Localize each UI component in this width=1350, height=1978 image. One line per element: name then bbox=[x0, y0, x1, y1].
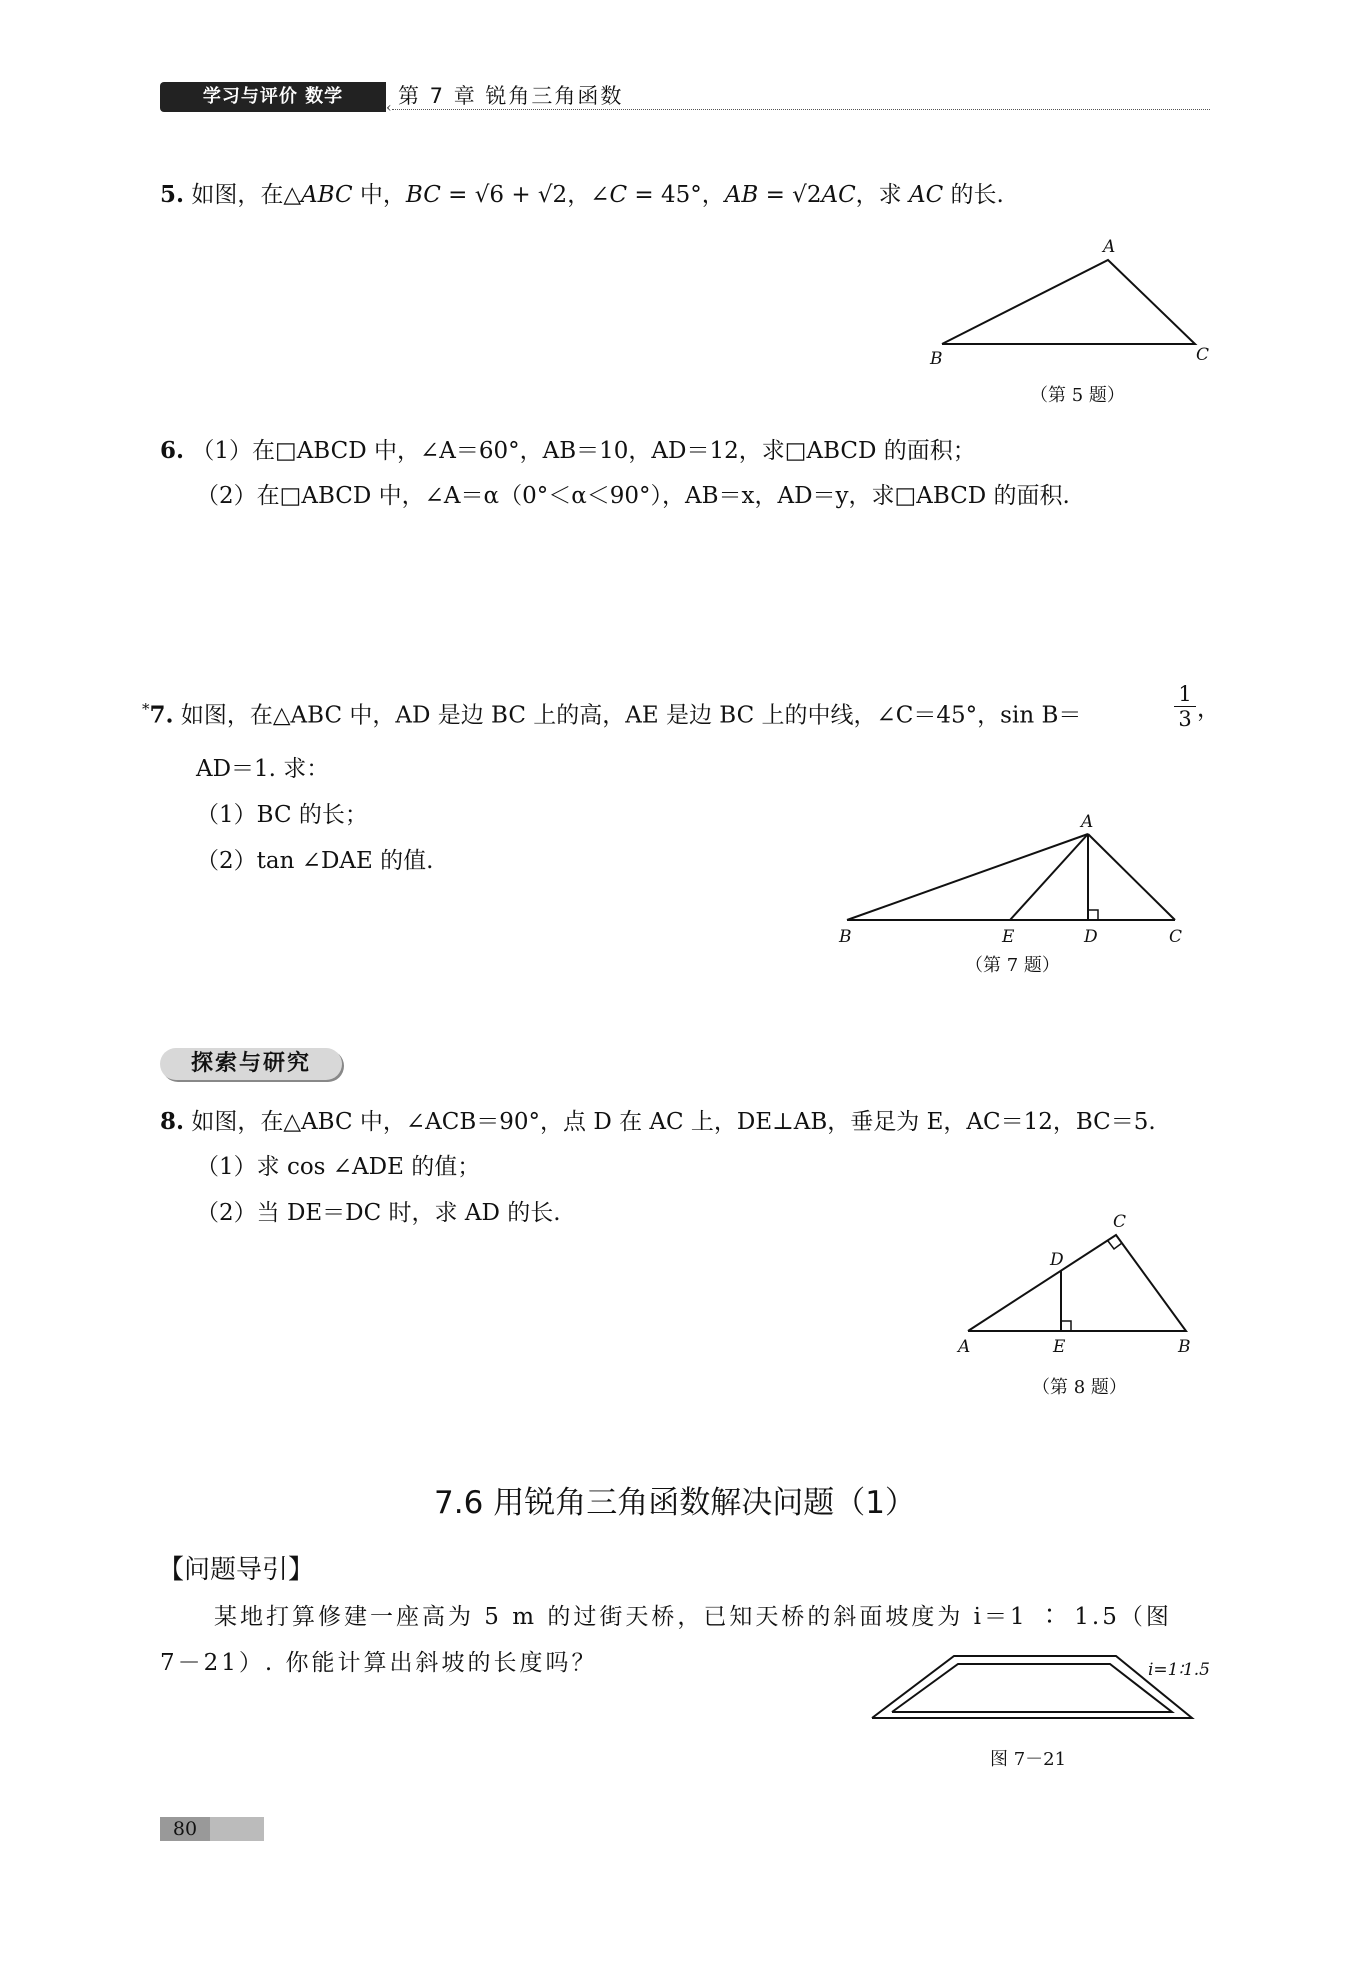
section-title: 7.6 用锐角三角函数解决问题（1） bbox=[434, 1485, 916, 1521]
fraction-one-third bbox=[1174, 682, 1196, 731]
fraction-denominator: 3 bbox=[1174, 706, 1196, 731]
page-number: 80 bbox=[160, 1817, 210, 1841]
q7-stem-tail: ， bbox=[1197, 696, 1220, 722]
label-e: E bbox=[1002, 927, 1015, 945]
q5-text: C bbox=[609, 182, 628, 208]
q5-text: AC bbox=[908, 182, 944, 208]
label-b: B bbox=[1178, 1337, 1191, 1357]
label-c: C bbox=[1196, 345, 1210, 365]
question-number: 5. bbox=[160, 181, 185, 208]
q5-text: 如图，在△ bbox=[191, 182, 302, 208]
question-8 bbox=[160, 1105, 1156, 1139]
book-title-badge: 学习与评价 数学 bbox=[160, 82, 386, 112]
page-number-block bbox=[160, 1817, 264, 1841]
q7-stem: 如图，在△ABC 中，AD 是边 BC 上的高，AE 是边 BC 上的中线，∠C＝45°，sin B＝ bbox=[180, 702, 1082, 729]
label-e: E bbox=[1053, 1337, 1066, 1357]
q7-part2: （2）tan ∠DAE 的值. bbox=[196, 848, 434, 874]
q5-text: AB bbox=[724, 182, 759, 208]
guide-heading: 【问题导引】 bbox=[158, 1555, 315, 1585]
q8-stem: 如图，在△ABC 中，∠ACB＝90°，点 D 在 AC 上，DE⊥AB，垂足为 E，AC＝12，BC＝5. bbox=[191, 1109, 1156, 1135]
fraction-numerator: 1 bbox=[1178, 682, 1192, 706]
guide-paragraph-line1: 某地打算修建一座高为 5 m 的过街天桥，已知天桥的斜面坡度为 i＝1 ∶ 1.5（图 bbox=[214, 1604, 1172, 1630]
q7-given: AD＝1. 求： bbox=[196, 756, 330, 782]
bridge-outer bbox=[872, 1656, 1192, 1718]
q5-text: BC bbox=[405, 182, 441, 208]
chapter-title: 第 7 章 锐角三角函数 bbox=[398, 84, 624, 108]
q5-text: 的长. bbox=[943, 182, 1004, 208]
guide-paragraph-line2: 7－21）. 你能计算出斜坡的长度吗？ bbox=[160, 1650, 598, 1676]
question-number: 7. bbox=[149, 701, 174, 729]
slope-label: i=1∶1.5 bbox=[1148, 1660, 1210, 1680]
label-d: D bbox=[1050, 1250, 1064, 1270]
right-angle-mark bbox=[1088, 910, 1098, 920]
q6-part1: （1）在□ABCD 中，∠A＝60°，AB＝10，AD＝12，求□ABCD 的面积； bbox=[191, 438, 976, 464]
q8-part2: （2）当 DE＝DC 时，求 AD 的长. bbox=[196, 1200, 561, 1226]
segment-ab bbox=[847, 834, 1088, 920]
question-number: 6. bbox=[160, 437, 185, 464]
header-arrow-icon: ‹ bbox=[386, 100, 392, 116]
question-5 bbox=[160, 178, 1004, 212]
label-d: D bbox=[1084, 927, 1098, 945]
q5-text: 中， bbox=[352, 182, 406, 208]
header-rule bbox=[392, 109, 1210, 110]
q5-text: = √2 bbox=[758, 182, 822, 208]
triangle-abc bbox=[942, 260, 1195, 344]
label-a: A bbox=[1103, 237, 1116, 257]
label-a: A bbox=[958, 1337, 971, 1357]
figure-caption-q5: （第 5 题） bbox=[1030, 385, 1125, 406]
figure-caption-q8: （第 8 题） bbox=[1032, 1377, 1127, 1398]
label-a: A bbox=[1081, 812, 1094, 832]
question-6 bbox=[160, 434, 976, 468]
right-angle-mark-e bbox=[1061, 1321, 1071, 1331]
triangle-abc bbox=[968, 1235, 1186, 1331]
explore-section-badge: 探索与研究 bbox=[160, 1048, 342, 1080]
label-b: B bbox=[930, 349, 943, 369]
segment-ac bbox=[1088, 834, 1175, 920]
figure-q8-triangle bbox=[950, 1205, 1200, 1357]
right-angle-mark-c bbox=[1108, 1241, 1122, 1249]
figure-caption-7-21: 图 7－21 bbox=[990, 1749, 1067, 1770]
figure-caption-q7: （第 7 题） bbox=[965, 955, 1060, 976]
q7-part1: （1）BC 的长； bbox=[196, 802, 368, 828]
optional-marker: * bbox=[142, 700, 150, 718]
q5-text: AC bbox=[821, 182, 856, 208]
q8-part1: （1）求 cos ∠ADE 的值； bbox=[196, 1154, 481, 1180]
label-b: B bbox=[839, 927, 852, 945]
figure-q7-triangle bbox=[835, 810, 1195, 945]
label-c: C bbox=[1169, 927, 1183, 945]
q5-text: ABC bbox=[301, 182, 353, 208]
figure-q5-triangle bbox=[920, 232, 1220, 372]
q5-text: = 45°， bbox=[627, 182, 725, 208]
question-7 bbox=[142, 692, 1081, 733]
label-c: C bbox=[1113, 1212, 1127, 1232]
question-number: 8. bbox=[160, 1108, 185, 1135]
q5-text: ，求 bbox=[855, 182, 909, 208]
q5-text: = √6 + √2，∠ bbox=[440, 182, 610, 208]
q6-part2: （2）在□ABCD 中，∠A＝α（0°＜α＜90°），AB＝x，AD＝y，求□ABCD 的面积. bbox=[196, 483, 1070, 509]
